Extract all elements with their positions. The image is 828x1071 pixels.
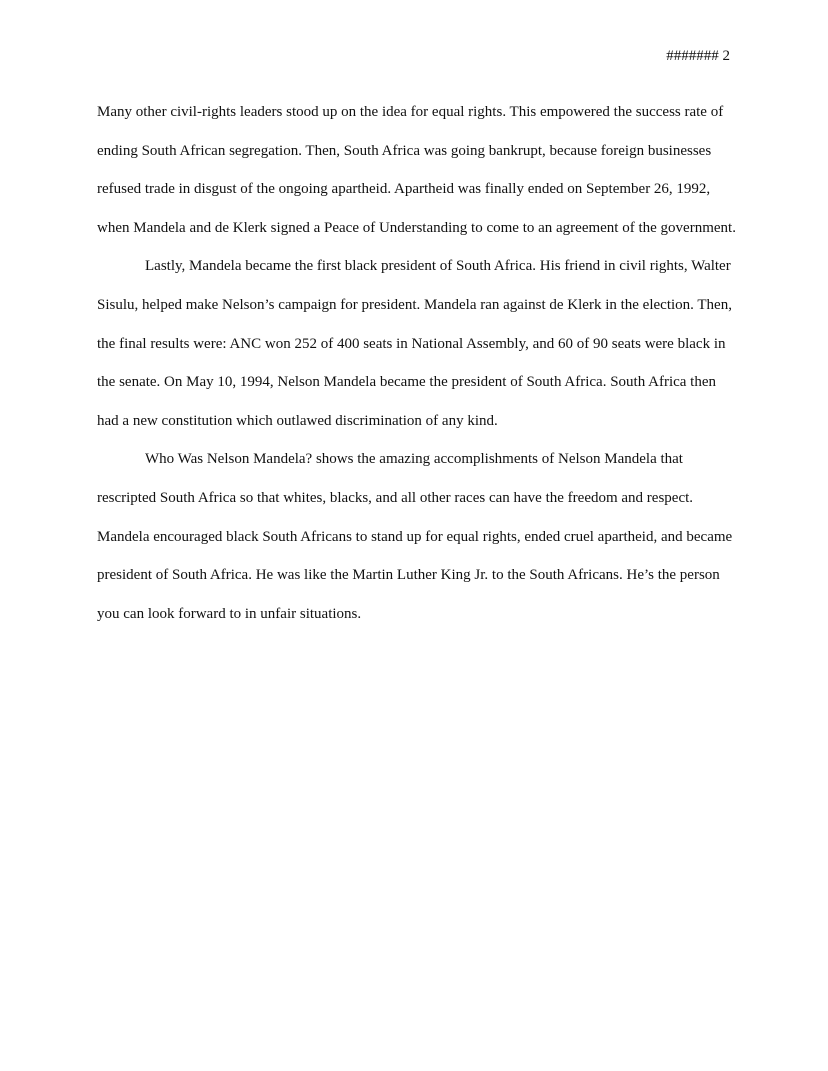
document-body <box>97 93 737 633</box>
paragraph-2: Lastly, Mandela became the first black president of South Africa. His friend in civil rights, Walter Sisulu, helped make Nelson’s campaign for president. Mandela ran against de Klerk in the election. Then, the final results were: ANC won 252 of 400 seats in National Assembly, and 60 of 90 seats were black in the senate. On May 10, 1994, Nelson Mandela became the president of South Africa. South Africa then had a new constitution which outlawed discrimination of any kind. <box>97 258 732 429</box>
paragraph-3: Who Was Nelson Mandela? shows the amazing accomplishments of Nelson Mandela that rescripted South Africa so that whites, blacks, and all other races can have the freedom and respect. Mandela encouraged black South Africans to stand up for equal rights, ended cruel apartheid, and became president of South Africa. He was like the Martin Luther King Jr. to the South Africans. He’s the person you can look forward to in unfair situations. <box>97 451 733 622</box>
running-head-page-number: ####### 2 <box>666 48 730 64</box>
paragraph-1: Many other civil-rights leaders stood up on the idea for equal rights. This empowered the success rate of ending South African segregation. Then, South Africa was going bankrupt, because foreign businesses refused trade in disgust of the ongoing apartheid. Apartheid was finally ended on September 26, 1992, when Mandela and de Klerk signed a Peace of Understanding to come to an agreement of the government. <box>97 104 736 236</box>
